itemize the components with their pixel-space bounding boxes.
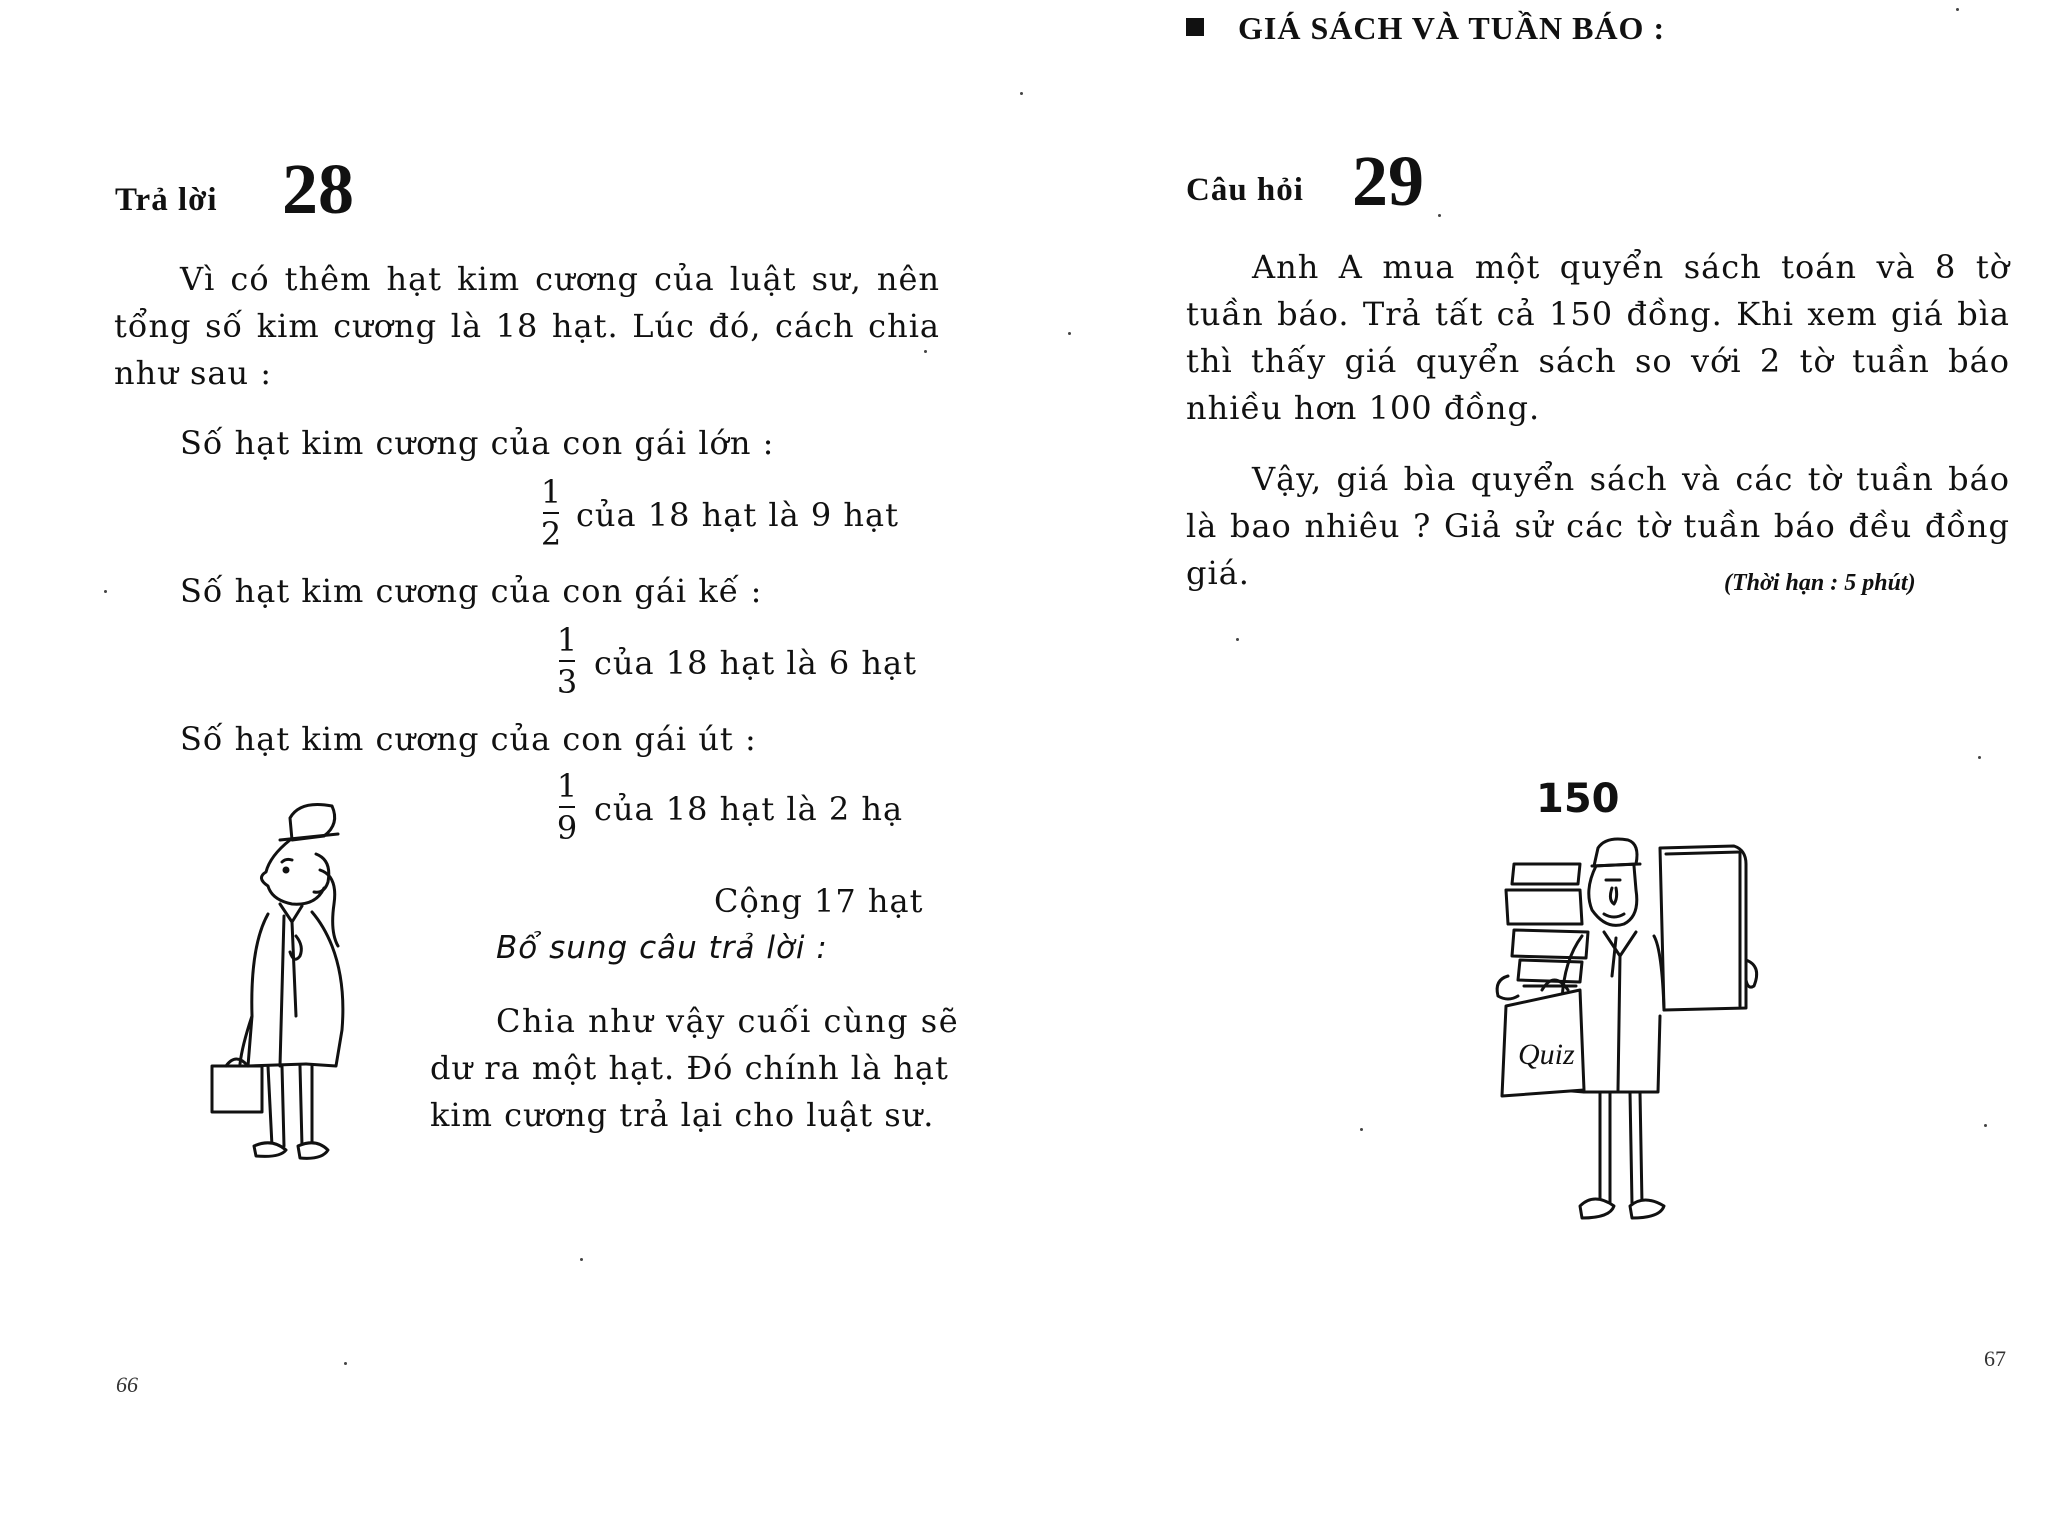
book-seller-illustration bbox=[1484, 840, 1804, 1240]
fraction-one-ninth bbox=[554, 767, 580, 847]
scan-speck bbox=[580, 1258, 583, 1261]
scan-speck bbox=[1984, 1124, 1987, 1127]
fraction-denominator: 9 bbox=[556, 809, 578, 847]
fraction-bar bbox=[559, 806, 575, 808]
supplement-line-2: dư ra một hạt. Đó chính là hạt bbox=[430, 1049, 949, 1087]
bag-label: Quiz bbox=[1518, 1038, 1575, 1071]
scan-speck bbox=[344, 1362, 347, 1365]
fraction-numerator: 1 bbox=[540, 473, 562, 511]
fraction-denominator: 3 bbox=[556, 663, 578, 701]
fraction-one-half bbox=[538, 473, 564, 553]
lawyer-illustration bbox=[220, 796, 380, 1172]
section-bullet bbox=[1186, 18, 1204, 36]
daughter-2-label: Số hạt kim cương của con gái kế : bbox=[180, 572, 763, 610]
fraction-bar bbox=[559, 660, 575, 662]
supplement-heading: Bổ sung câu trả lời : bbox=[496, 930, 828, 966]
total-line: Cộng 17 hạt bbox=[714, 882, 924, 920]
right-page bbox=[1024, 0, 2048, 1516]
scan-speck bbox=[1068, 332, 1071, 335]
page-number: 66 bbox=[116, 1372, 138, 1397]
daughter-3-result: của 18 hạt là 2 hạ bbox=[594, 790, 904, 828]
daughter-1-result: của 18 hạt là 9 hạt bbox=[576, 496, 899, 534]
answer-heading-label: Trả lời bbox=[115, 182, 218, 218]
scan-speck bbox=[1978, 756, 1981, 759]
fraction-numerator: 1 bbox=[556, 621, 578, 659]
scan-speck bbox=[1956, 8, 1959, 11]
scan-speck bbox=[924, 350, 927, 353]
question-paragraph-2: Vậy, giá bìa quyển sách và các tờ tuần báo là bao nhiêu ? Giả sử các tờ tuần báo đều đồng giá. bbox=[1186, 460, 2010, 592]
time-limit: (Thời hạn : 5 phút) bbox=[1724, 570, 1916, 596]
daughter-2-result: của 18 hạt là 6 hạt bbox=[594, 644, 917, 682]
fraction-numerator: 1 bbox=[556, 767, 578, 805]
fraction-denominator: 2 bbox=[540, 515, 562, 553]
section-title: GIÁ SÁCH VÀ TUẦN BÁO : bbox=[1238, 10, 1666, 46]
supplement-line-3: kim cương trả lại cho luật sư. bbox=[430, 1096, 935, 1134]
scan-speck bbox=[1020, 92, 1023, 95]
daughter-1-label: Số hạt kim cương của con gái lớn : bbox=[180, 424, 775, 462]
daughter-3-label: Số hạt kim cương của con gái út : bbox=[180, 720, 757, 758]
scan-speck bbox=[104, 590, 107, 593]
fraction-bar bbox=[543, 512, 559, 514]
scan-speck bbox=[1360, 1128, 1363, 1131]
supplement-line-1: Chia như vậy cuối cùng sẽ bbox=[496, 1002, 960, 1040]
question-paragraph-1: Anh A mua một quyển sách toán và 8 tờ tuần báo. Trả tất cả 150 đồng. Khi xem giá bìa thì thấy giá quyển sách so với 2 tờ tuần báo nhiều hơn 100 đồng. bbox=[1186, 248, 2010, 427]
scan-speck bbox=[1438, 214, 1441, 217]
question-heading-label: Câu hỏi bbox=[1186, 172, 1304, 208]
page-number: 67 bbox=[1984, 1346, 2006, 1371]
answer-intro-paragraph: Vì có thêm hạt kim cương của luật sư, nên tổng số kim cương là 18 hạt. Lúc đó, cách chia như sau : bbox=[114, 260, 940, 392]
price-label: 150 bbox=[1536, 776, 1620, 822]
scan-speck bbox=[1236, 638, 1239, 641]
answer-heading-number: 28 bbox=[282, 149, 354, 229]
fraction-one-third bbox=[554, 621, 580, 701]
question-heading-number: 29 bbox=[1352, 141, 1424, 221]
